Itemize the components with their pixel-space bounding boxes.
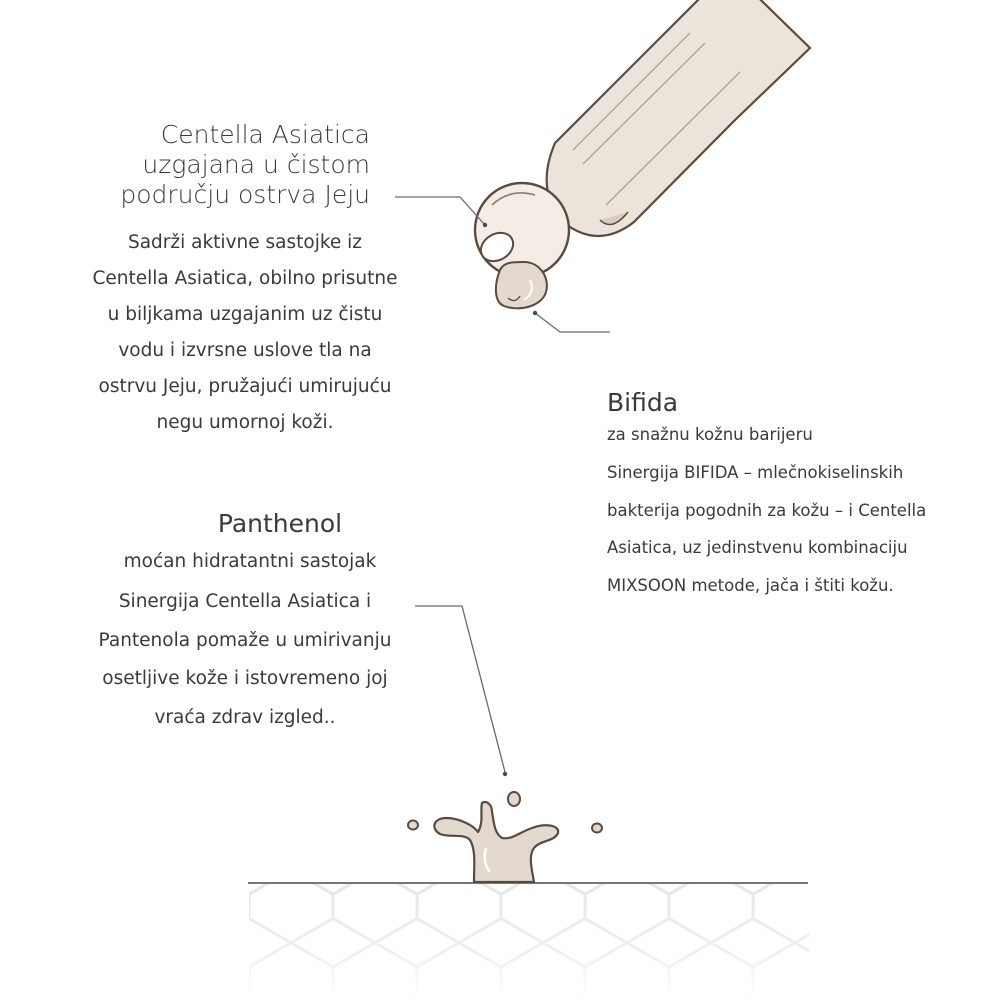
centella-title <box>60 120 370 210</box>
centella-body-line: u biljkama uzgajanim uz čistu <box>107 304 383 325</box>
bifida-body-line: bakterija pogodnih za kožu – i Centella <box>607 500 927 520</box>
panthenol-body-line: Sinergija Centella Asiatica i <box>118 591 372 612</box>
panthenol-body-line: osetljive kože i istovremeno joj <box>102 668 388 689</box>
bifida-body-line: MIXSOON metode, jača i štiti kožu. <box>607 575 894 595</box>
centella-body-line: vodu i izvrsne uslove tla na <box>118 340 372 361</box>
panthenol-body-line: vraća zdrav izgled.. <box>154 706 336 728</box>
bifida-title: Bifida <box>607 388 679 417</box>
panthenol-title: Panthenol <box>217 509 343 538</box>
centella-title-line: Centella Asiatica <box>160 120 370 149</box>
centella-leader-line <box>395 197 487 227</box>
centella-body-line: negu umornoj koži. <box>156 412 334 433</box>
panthenol-leader-line <box>415 606 507 776</box>
centella-title-line: području ostrva Jeju <box>120 180 370 209</box>
centella-body-line: ostrvu Jeju, pružajući umirujuću <box>98 376 392 397</box>
centella-body-line: Sadrži aktivne sastojke iz <box>127 232 363 253</box>
centella-description <box>70 225 420 441</box>
panthenol-subtitle: moćan hidratantni sastojak <box>123 551 377 572</box>
panthenol-description <box>70 583 420 737</box>
bifida-subtitle: za snažnu kožnu barijeru <box>607 425 813 444</box>
bifida-body-line: Sinergija BIFIDA – mlečnokiselinskih <box>607 463 904 482</box>
dropper-pipette-icon <box>475 0 810 308</box>
bifida-body-line: Asiatica, uz jedinstvenu kombinaciju <box>607 538 908 557</box>
liquid-splash-icon <box>408 792 602 882</box>
centella-title-line: uzgajana u čistom <box>142 150 370 179</box>
bifida-leader-line <box>533 311 610 332</box>
skin-hexagon-pattern <box>248 883 809 1000</box>
bifida-description <box>607 454 982 604</box>
panthenol-body-line: Pantenola pomaže u umirivanju <box>98 629 392 651</box>
centella-body-line: Centella Asiatica, obilno prisutne <box>92 268 398 289</box>
